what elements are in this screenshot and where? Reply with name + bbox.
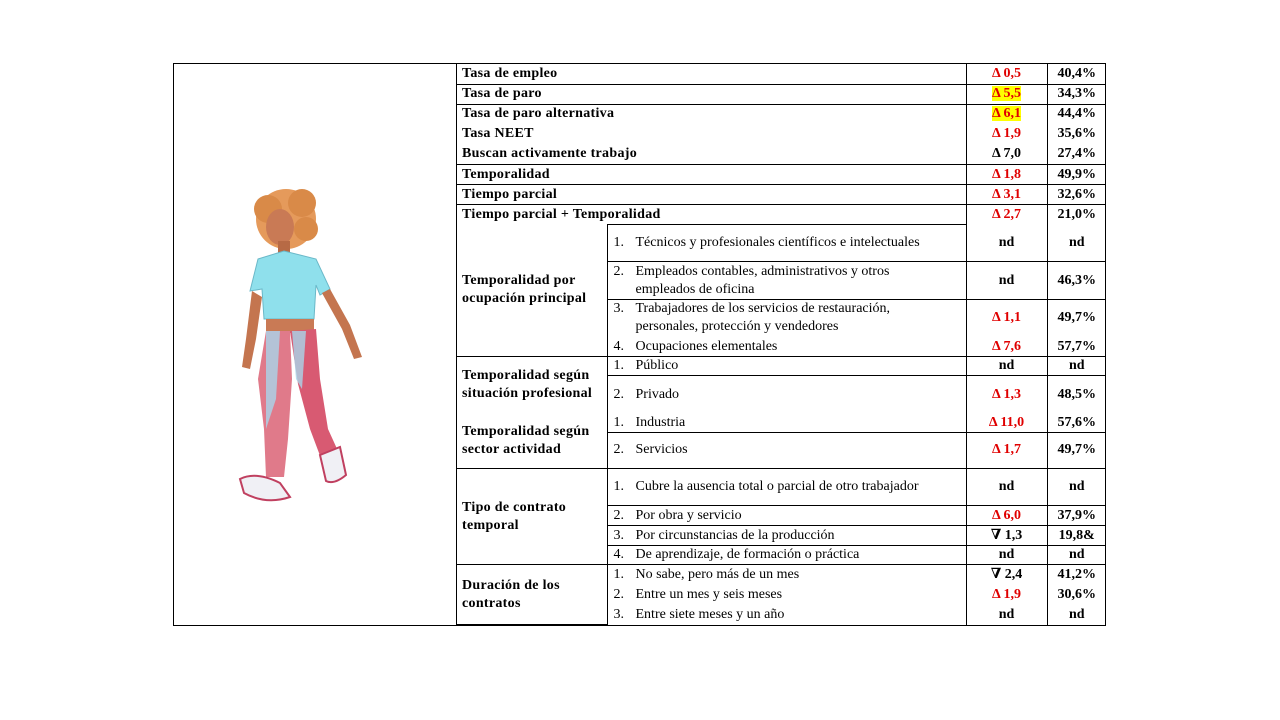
sub-item [607,337,966,356]
percent-value: 35,6% [1047,124,1106,144]
item-number: 1. [613,414,624,430]
percent-value: 49,9% [1047,164,1106,184]
section-label: Temporalidad por ocupación principal [456,225,607,357]
item-number: 1. [613,357,624,373]
delta-value [966,84,1047,104]
delta-value: nd [966,605,1047,624]
sub-item [607,605,966,624]
item-text: Empleados contables, administrativos y otros empleados de oficina [635,263,890,297]
item-number: 2. [613,587,624,603]
percent-value: 41,2% [1047,565,1106,585]
delta-value: Δ 7,6 [966,337,1047,356]
delta-value: Δ 1,1 [966,299,1047,337]
row-label: Tasa de paro alternativa [456,104,966,124]
sub-item [607,356,966,375]
sub-item [607,526,966,546]
item-text: Cubre la ausencia total o parcial de otro trabajador [635,479,919,495]
item-number: 4. [613,338,624,354]
sub-item [607,432,966,468]
percent-value: 57,6% [1047,414,1106,433]
delta-value [966,104,1047,124]
sub-item [607,506,966,526]
item-text: Industria [635,414,686,430]
table-row [456,185,1106,205]
delta-value: Δ 1,7 [966,432,1047,468]
delta-value: nd [966,262,1047,299]
item-text: De aprendizaje, de formación o práctica [635,547,860,563]
percent-value: 30,6% [1047,585,1106,605]
row-label: Tasa NEET [456,124,966,144]
percent-value: 40,4% [1047,64,1106,84]
item-text: Trabajadores de los servicios de restauración, personales, protección y vendedores [635,301,891,335]
row-label: Temporalidad [456,164,966,184]
highlighted-delta: Δ 5,5 [991,86,1021,102]
section-label: Duración de los contratos [456,565,607,625]
illustration-cell [174,64,457,625]
item-number: 3. [613,527,624,543]
item-number: 2. [613,386,624,402]
percent-value: 49,7% [1047,299,1106,337]
item-text: Entre un mes y seis meses [635,587,783,603]
percent-value: nd [1047,469,1106,506]
item-number: 3. [613,606,624,622]
delta-value: Δ 1,3 [966,376,1047,414]
item-number: 2. [613,442,624,458]
section-label: Temporalidad según sector actividad [456,414,607,469]
highlighted-delta: Δ 6,1 [991,106,1021,122]
percent-value: 21,0% [1047,205,1106,225]
table-row [456,84,1106,104]
sub-item [607,376,966,414]
item-number: 3. [613,301,624,317]
item-text: No sabe, pero más de un mes [635,567,800,583]
item-number: 2. [613,507,624,523]
item-text: Técnicos y profesionales científicos e intelectuales [635,235,920,251]
table-row [456,205,1106,225]
row-label: Buscan activamente trabajo [456,144,966,164]
slide-table-frame [173,63,1106,626]
table-row [456,144,1106,164]
delta-value: nd [966,469,1047,506]
sub-item [607,299,966,337]
percent-value: 46,3% [1047,262,1106,299]
delta-value: Δ 1,8 [966,164,1047,184]
item-text: Entre siete meses y un año [635,606,785,622]
delta-value: ∇ 1,3 [966,526,1047,546]
item-text: Ocupaciones elementales [635,338,778,354]
item-number: 1. [613,567,624,583]
row-label: Tiempo parcial + Temporalidad [456,205,966,225]
delta-value: Δ 1,9 [966,585,1047,605]
table-row [456,356,1106,375]
delta-value: ∇ 2,4 [966,565,1047,585]
table-row [456,104,1106,124]
delta-value: nd [966,356,1047,375]
table-row [456,414,1106,433]
percent-value: 27,4% [1047,144,1106,164]
row-label: Tiempo parcial [456,185,966,205]
sub-item [607,585,966,605]
walking-woman-illustration [236,179,376,524]
sub-item [607,546,966,565]
delta-value: Δ 7,0 [966,144,1047,164]
percent-value: 34,3% [1047,84,1106,104]
row-label: Tasa de paro [456,84,966,104]
item-number: 1. [613,479,624,495]
percent-value: 48,5% [1047,376,1106,414]
row-label: Tasa de empleo [456,64,966,84]
percent-value: 19,8& [1047,526,1106,546]
employment-statistics-table [456,64,1106,625]
section-label: Temporalidad según situación profesional [456,356,607,413]
percent-value: 44,4% [1047,104,1106,124]
delta-value: nd [966,546,1047,565]
delta-value: Δ 11,0 [966,414,1047,433]
delta-value: Δ 3,1 [966,185,1047,205]
delta-value: Δ 0,5 [966,64,1047,84]
table-row [456,164,1106,184]
table-row [456,565,1106,585]
table-row [456,469,1106,506]
sub-item [607,225,966,262]
sub-item [607,414,966,433]
item-text: Por circunstancias de la producción [635,527,835,543]
percent-value: nd [1047,605,1106,624]
item-text: Servicios [635,442,688,458]
percent-value: 37,9% [1047,506,1106,526]
delta-value: nd [966,225,1047,262]
item-number: 2. [613,263,624,279]
percent-value: nd [1047,356,1106,375]
percent-value: 49,7% [1047,432,1106,468]
sub-item [607,469,966,506]
percent-value: 32,6% [1047,185,1106,205]
table-row [456,64,1106,84]
sub-item [607,262,966,299]
sub-item [607,565,966,585]
section-label: Tipo de contrato temporal [456,469,607,565]
item-text: Público [635,357,679,373]
percent-value: nd [1047,546,1106,565]
table-row [456,225,1106,262]
percent-value: 57,7% [1047,337,1106,356]
delta-value: Δ 1,9 [966,124,1047,144]
table-row [456,124,1106,144]
item-text: Por obra y servicio [635,507,742,523]
item-number: 4. [613,547,624,563]
delta-value: Δ 2,7 [966,205,1047,225]
item-number: 1. [613,235,624,251]
item-text: Privado [635,386,680,402]
delta-value: Δ 6,0 [966,506,1047,526]
percent-value: nd [1047,225,1106,262]
